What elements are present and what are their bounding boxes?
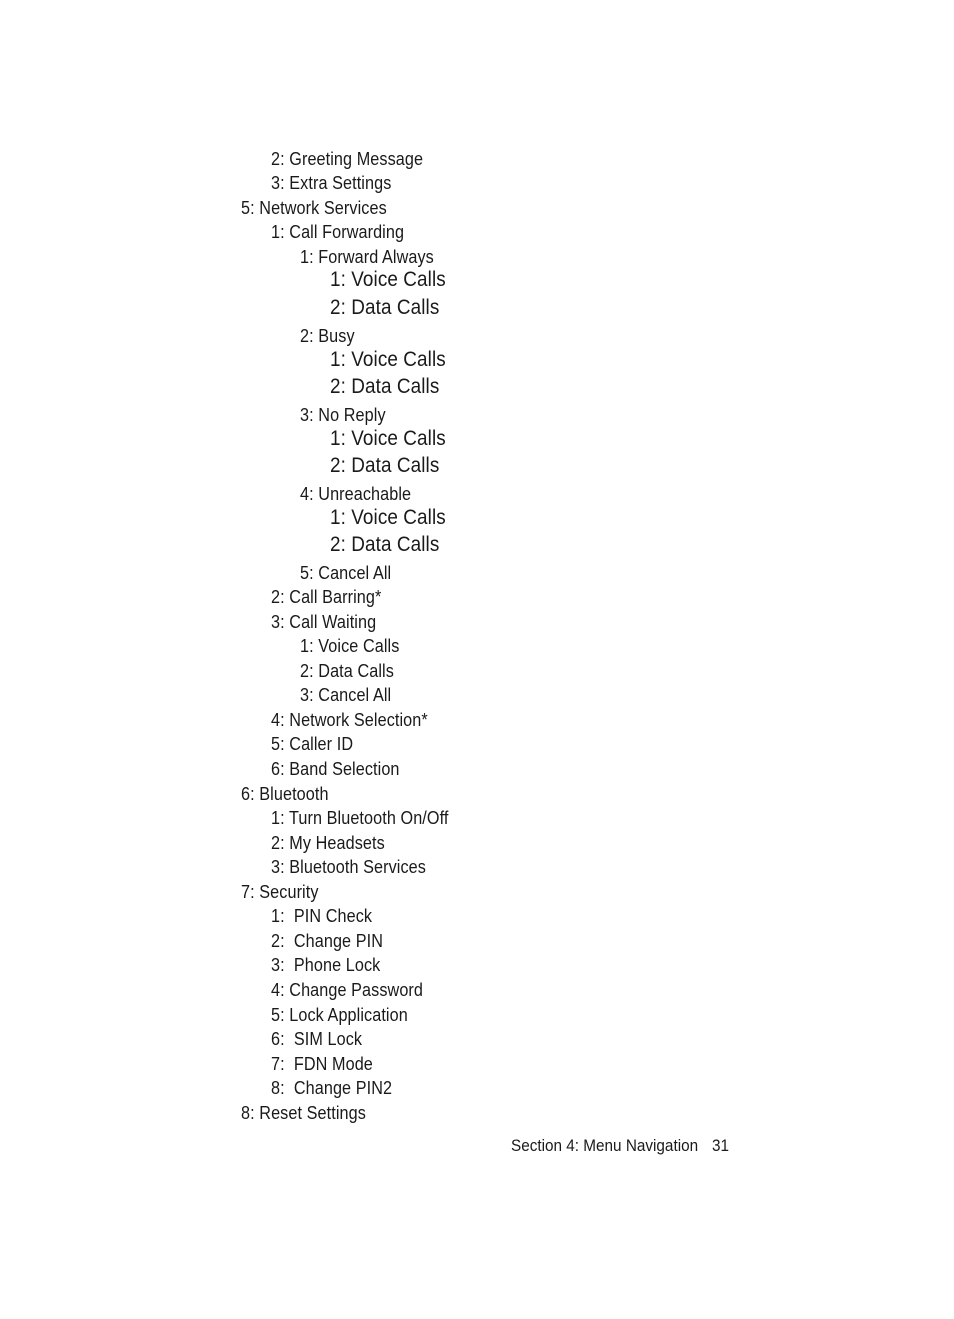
- menu-item-level-2: 1: Call Forwarding: [271, 222, 405, 242]
- menu-item-level-2: 3: Bluetooth Services: [271, 857, 426, 877]
- menu-item-level-4: 2: Data Calls: [330, 375, 440, 398]
- menu-item-level-2: 5: Lock Application: [271, 1005, 408, 1025]
- menu-item-level-2: 4: Change Password: [271, 980, 424, 1000]
- menu-item-level-3: 3: No Reply: [300, 405, 386, 425]
- menu-item-level-4: 1: Voice Calls: [330, 268, 446, 291]
- menu-item-level-2: 1: PIN Check: [271, 906, 373, 926]
- menu-item-level-2: 6: SIM Lock: [271, 1029, 363, 1049]
- menu-item-level-4: 2: Data Calls: [330, 533, 440, 556]
- footer-section-title: Section 4: Menu Navigation: [511, 1136, 699, 1155]
- menu-item-level-3: 3: Cancel All: [300, 685, 392, 705]
- menu-item-level-2: 2: Change PIN: [271, 931, 384, 951]
- menu-item-level-2: 2: My Headsets: [271, 833, 385, 853]
- menu-item-level-4: 1: Voice Calls: [330, 348, 446, 371]
- menu-item-level-2: 6: Band Selection: [271, 759, 400, 779]
- menu-item-level-3: 1: Voice Calls: [300, 636, 400, 656]
- menu-item-level-2: 2: Greeting Message: [271, 149, 424, 169]
- menu-item-level-2: 4: Network Selection*: [271, 710, 428, 730]
- menu-item-level-2: 1: Turn Bluetooth On/Off: [271, 808, 449, 828]
- menu-item-level-4: 1: Voice Calls: [330, 427, 446, 450]
- menu-item-level-4: 1: Voice Calls: [330, 506, 446, 529]
- menu-item-level-3: 2: Busy: [300, 326, 355, 346]
- menu-item-level-1: 5: Network Services: [241, 198, 387, 218]
- menu-item-level-2: 2: Call Barring*: [271, 587, 382, 607]
- menu-item-level-2: 5: Caller ID: [271, 734, 354, 754]
- menu-item-level-3: 4: Unreachable: [300, 484, 412, 504]
- menu-item-level-2: 7: FDN Mode: [271, 1054, 373, 1074]
- menu-item-level-4: 2: Data Calls: [330, 454, 440, 477]
- menu-item-level-3: 1: Forward Always: [300, 247, 434, 267]
- menu-item-level-1: 8: Reset Settings: [241, 1103, 366, 1123]
- menu-item-level-2: 8: Change PIN2: [271, 1078, 393, 1098]
- menu-item-level-2: 3: Phone Lock: [271, 955, 381, 975]
- menu-item-level-2: 3: Extra Settings: [271, 173, 392, 193]
- menu-item-level-1: 7: Security: [241, 882, 319, 902]
- menu-item-level-1: 6: Bluetooth: [241, 784, 329, 804]
- menu-item-level-3: 5: Cancel All: [300, 563, 392, 583]
- footer-page-number: 31: [712, 1136, 730, 1155]
- menu-item-level-2: 3: Call Waiting: [271, 612, 377, 632]
- menu-item-level-4: 2: Data Calls: [330, 296, 440, 319]
- menu-item-level-3: 2: Data Calls: [300, 661, 394, 681]
